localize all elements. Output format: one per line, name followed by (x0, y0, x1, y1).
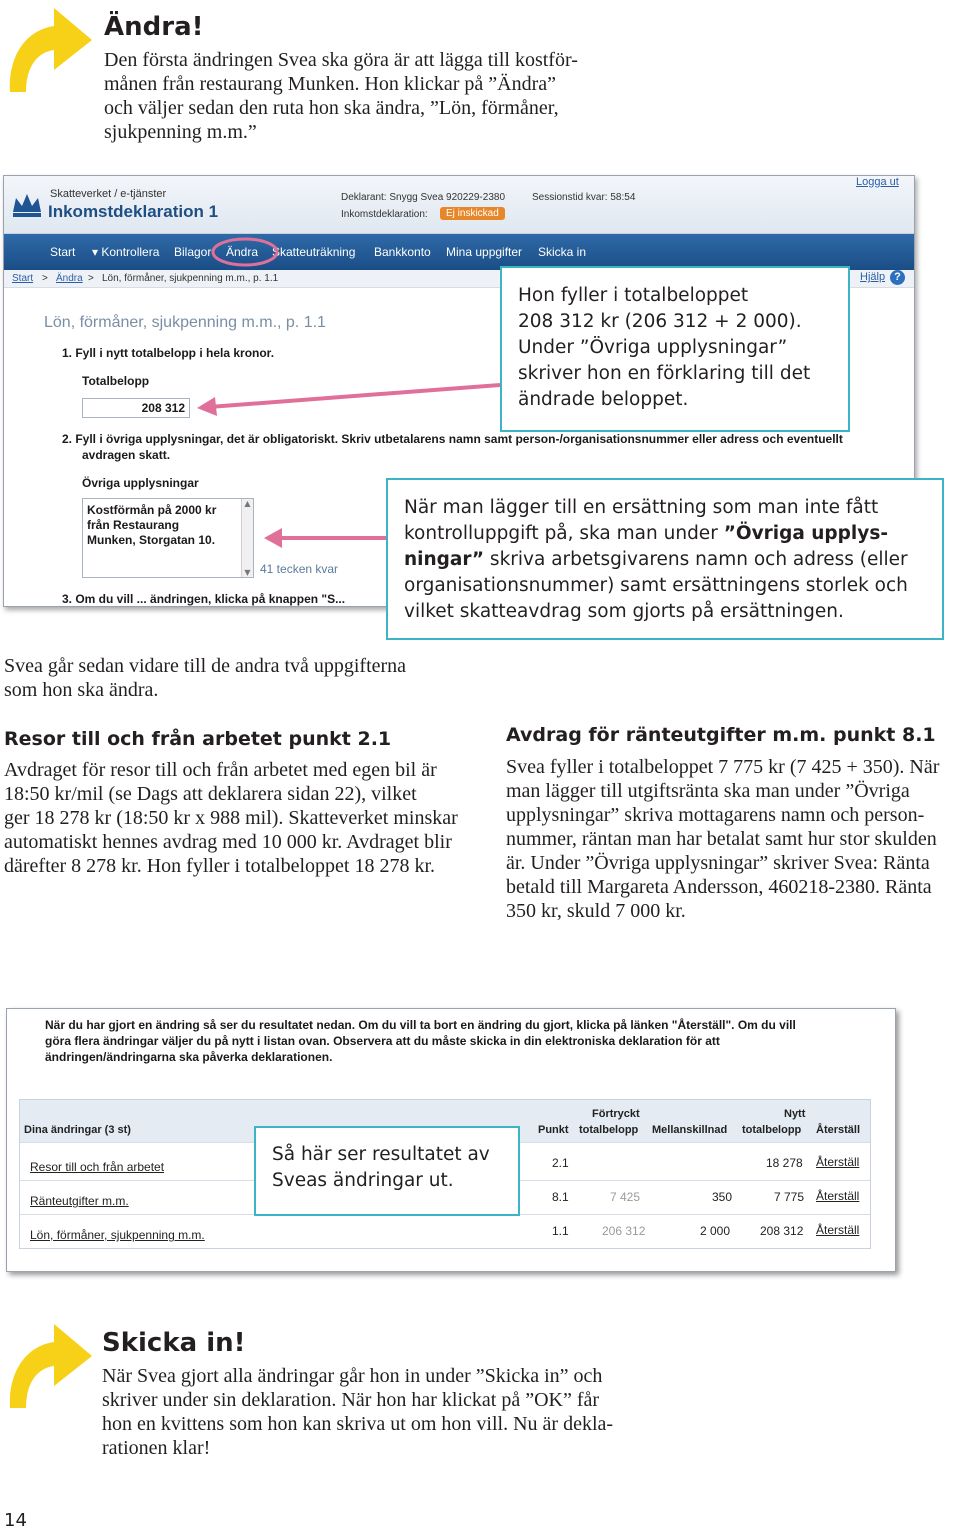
other-info-label: Övriga upplysningar (82, 476, 199, 490)
page-title: Lön, förmåner, sjukpenning m.m., p. 1.1 (44, 314, 326, 331)
pointer-arrow (195, 380, 505, 416)
callout-line: Sveas ändringar ut. (272, 1170, 454, 1191)
col-punkt: Punkt (538, 1124, 569, 1136)
text-line: Svea fyller i totalbeloppet 7 775 kr (7 425 + 350). När (506, 756, 940, 778)
row-punkt: 8.1 (552, 1190, 569, 1204)
col-nytt: totalbelopp (742, 1124, 802, 1136)
callout-line: Under ”Övriga upplysningar” (518, 337, 788, 358)
col-aterstall: Återställ (816, 1124, 861, 1136)
row-mellanskillnad: 350 (712, 1190, 733, 1204)
text-line: därefter 8 278 kr. Hon fyller i totalbeloppet 18 278 kr. (4, 855, 436, 877)
col-fortryckt: totalbelopp (579, 1124, 639, 1136)
row-punkt: 1.1 (552, 1224, 569, 1238)
callout-line: organisationsnummer) samt ersättningens storlek och (404, 575, 908, 596)
col-nytt-top: Nytt (784, 1108, 806, 1120)
chars-left-counter: 41 tecken kvar (260, 562, 339, 576)
breadcrumb-sep: > (42, 273, 48, 284)
page-number: 14 (4, 1510, 27, 1530)
text-line: och väljer sedan den ruta hon ska ändra, ”Lön, förmåner, (104, 97, 559, 119)
notice-text (45, 1017, 796, 1065)
nav-skicka-in[interactable]: Skicka in (538, 245, 587, 259)
breadcrumb-current: Lön, förmåner, sjukpenning m.m., p. 1.1 (102, 273, 279, 284)
nav-bilagor[interactable]: Bilagor (174, 245, 212, 259)
row-fortryckt: 206 312 (602, 1224, 646, 1238)
text-line: som hon ska ändra. (4, 679, 159, 701)
row-fortryckt: 7 425 (610, 1190, 641, 1204)
app-header (4, 176, 914, 234)
callout-line: När man lägger till en ersättning som man inte fått (404, 497, 879, 518)
help-link[interactable]: Hjälp (860, 271, 886, 283)
nav-andra[interactable]: Ändra (226, 245, 259, 259)
heading-interest: Avdrag för ränteutgifter m.m. punkt 8.1 (506, 724, 936, 746)
total-label: Totalbelopp (82, 374, 150, 388)
crown-logo-icon (10, 190, 44, 220)
nav-skatteutrakning[interactable]: Skatteuträkning (272, 245, 356, 259)
row-punkt: 2.1 (552, 1156, 569, 1170)
table-title: Dina ändringar (3 st) (24, 1124, 131, 1136)
interest-text (506, 755, 960, 923)
row-nytt: 208 312 (760, 1224, 804, 1238)
main-nav (4, 234, 914, 270)
breadcrumb-sep: > (88, 273, 94, 284)
intro-text (4, 654, 484, 702)
text-line: är. Under ”Övriga upplysningar” skriver Svea: Ränta (506, 852, 930, 874)
heading-travel: Resor till och från arbetet punkt 2.1 (4, 728, 392, 750)
brand-title: Inkomstdeklaration 1 (48, 202, 219, 221)
row-mellanskillnad: 2 000 (700, 1224, 731, 1238)
notice-line: göra flera ändringar väljer du på nytt i listan ovan. Observera att du måste skicka in din elektroniska deklaration för att (45, 1034, 720, 1048)
text-line: Den första ändringen Svea ska göra är att lägga till kostför- (104, 49, 578, 71)
nav-start[interactable]: Start (50, 245, 76, 259)
textarea-line: från Restaurang (87, 518, 180, 532)
step-1-instruction: 1. Fyll i nytt totalbelopp i hela kronor. (62, 346, 275, 360)
text-line: Avdraget för resor till och från arbetet med egen bil är (4, 759, 437, 781)
nav-bankkonto[interactable]: Bankkonto (374, 245, 431, 259)
row-name-link[interactable]: Ränteutgifter m.m. (30, 1194, 129, 1208)
help-icon[interactable]: ? (890, 270, 905, 285)
reset-link[interactable]: Återställ (816, 1189, 860, 1203)
status-badge: Ej inskickad (440, 207, 505, 220)
section-heading-change: Ändra! (104, 12, 204, 42)
text-line: automatiskt hennes avdrag med 10 000 kr. Avdraget blir (4, 831, 452, 853)
breadcrumb-andra[interactable]: Ändra (56, 273, 83, 284)
logout-link[interactable]: Logga ut (856, 176, 899, 188)
section-heading-send: Skicka in! (102, 1328, 246, 1358)
col-mellanskillnad: Mellanskillnad (652, 1124, 728, 1136)
callout-total-amount (500, 266, 850, 432)
text-line: 18:50 kr/mil (se Dags att deklarera sidan 22), vilket (4, 783, 417, 805)
curved-arrow-icon (4, 1320, 96, 1412)
reset-link[interactable]: Återställ (816, 1155, 860, 1169)
callout-line: kontrolluppgift på, ska man under ”Övriga upplys- (404, 523, 889, 544)
text-line: skriver under sin deklaration. När hon har klickat på ”OK” får (102, 1389, 600, 1411)
highlight-circle (210, 236, 280, 268)
text-line: När Svea gjort alla ändringar går hon in under ”Skicka in” och (102, 1365, 603, 1387)
row-nytt: 7 775 (774, 1190, 805, 1204)
pointer-arrow (262, 525, 390, 551)
step-2-instruction-cont: avdragen skatt. (82, 448, 171, 462)
notice-line: När du har gjort en ändring så ser du resultatet nedan. Om du vill ta bort en ändring du gjort, klicka på länken "Återställ". Om du vill (45, 1018, 796, 1032)
callout-line: vilket skatteavdrag som gjorts på ersättningen. (404, 601, 844, 622)
text-line: 350 kr, skuld 7 000 kr. (506, 900, 686, 922)
other-info-textarea[interactable] (82, 498, 254, 578)
curved-arrow-icon (4, 4, 96, 96)
text-line: hon en kvittens som hon kan skriva ut om hon vill. Nu är dekla- (102, 1413, 614, 1435)
col-fortryckt-top: Förtryckt (592, 1108, 640, 1120)
text-line: nummer, räntan man har betalat samt hur stor skulden (506, 828, 937, 850)
step-2-instruction: 2. Fyll i övriga upplysningar, det är obligatoriskt. Skriv utbetalarens namn samt person-/organisationsnummer eller adress och eventuellt (62, 432, 843, 446)
callout-line: ningar” skriva arbetsgivarens namn och adress (eller (404, 549, 908, 570)
total-amount-input[interactable]: 208 312 (82, 398, 190, 418)
nav-kontrollera[interactable]: ▾ Kontrollera (92, 245, 160, 259)
row-name-link[interactable]: Resor till och från arbetet (30, 1160, 165, 1174)
row-nytt: 18 278 (766, 1156, 803, 1170)
nav-mina-uppgifter[interactable]: Mina uppgifter (446, 245, 523, 259)
scrollbar[interactable]: ▲ ▼ (241, 499, 253, 577)
text-line: betald till Margareta Andersson, 460218-2380. Ränta (506, 876, 932, 898)
declaration-status-label: Inkomstdeklaration: (341, 209, 428, 220)
callout-line: 208 312 kr (206 312 + 2 000). (518, 311, 802, 332)
text-line: upplysningar” skriva mottagarens namn och person- (506, 804, 925, 826)
section-change-text (104, 48, 624, 144)
callout-line: skriver hon en förklaring till det (518, 363, 811, 384)
callout-line: ändrade beloppet. (518, 389, 689, 410)
callout-result (254, 1126, 520, 1216)
callout-other-info (386, 478, 944, 640)
session-timer: Sessionstid kvar: 58:54 (532, 192, 636, 203)
textarea-line: Munken, Storgatan 10. (87, 533, 216, 547)
text-line: sjukpenning m.m.” (104, 121, 257, 143)
section-send-text (102, 1364, 662, 1460)
callout-line: Så här ser resultatet av (272, 1144, 490, 1165)
row-name-link[interactable]: Lön, förmåner, sjukpenning m.m. (30, 1228, 205, 1242)
travel-text (4, 758, 474, 878)
reset-link[interactable]: Återställ (816, 1223, 860, 1237)
notice-line: ändringen/ändringarna ska påverka deklarationen. (45, 1050, 333, 1064)
text-line: Svea går sedan vidare till de andra två uppgifterna (4, 655, 407, 677)
text-line: månen från restaurang Munken. Hon klickar på ”Ändra” (104, 73, 557, 95)
callout-line: Hon fyller i totalbeloppet (518, 285, 749, 306)
text-line: rationen klar! (102, 1437, 211, 1459)
declarant-info: Deklarant: Snygg Svea 920229-2380 (341, 192, 506, 203)
text-line: ger 18 278 kr (18:50 kr x 988 mil). Skatteverket minskar (4, 807, 458, 829)
text-line: man lägger till utgiftsränta ska man under ”Övriga (506, 780, 910, 802)
step-3-instruction: 3. Om du vill ... ändringen, klicka på knappen "S... (62, 592, 346, 606)
textarea-line: Kostförmån på 2000 kr (87, 503, 217, 517)
breadcrumb-start[interactable]: Start (12, 273, 34, 284)
brand-top: Skatteverket / e-tjänster (50, 188, 167, 200)
